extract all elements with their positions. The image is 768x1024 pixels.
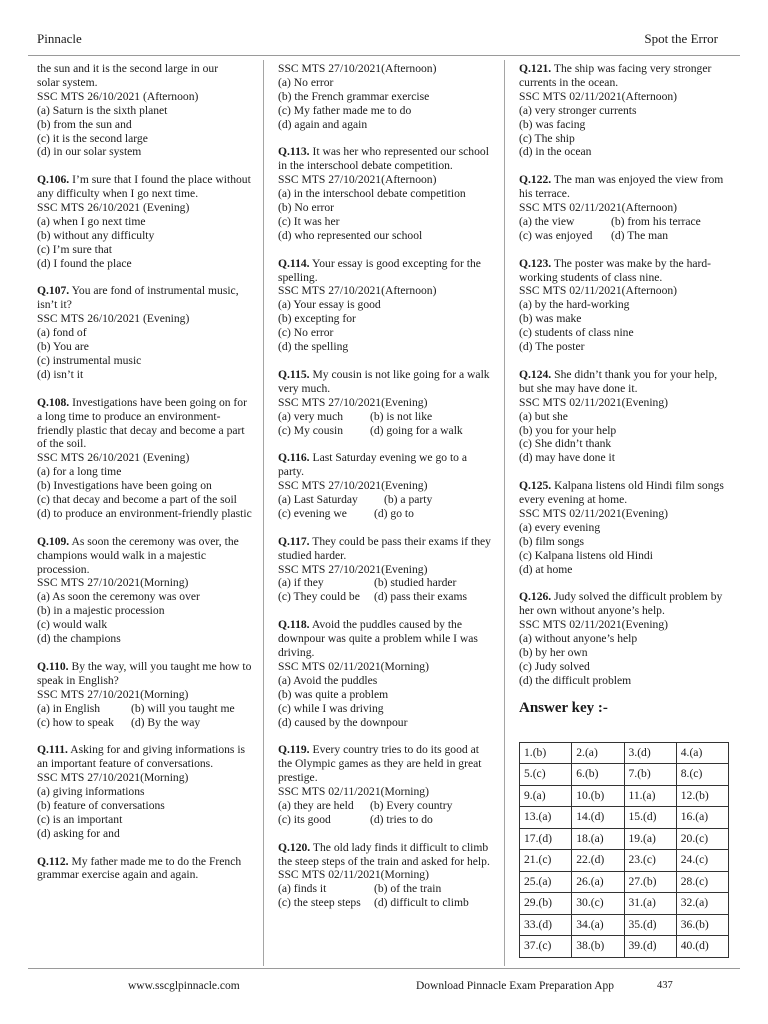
header-section-title: Spot the Error	[644, 31, 718, 46]
answer-key-title: Answer key :-	[519, 699, 608, 716]
option: (c) is an important	[37, 812, 123, 826]
option: (b) from his terrace	[611, 214, 701, 228]
question-text: Asking for and giving informations is an important feature of conversations.	[37, 743, 246, 771]
question-stem	[37, 535, 254, 577]
option: (d) again and again	[278, 117, 368, 131]
question-text: Last Saturday evening we go to a party.	[278, 451, 468, 479]
option: (d) difficult to climb	[374, 896, 469, 910]
option: (a) without anyone’s help	[519, 632, 638, 646]
question-number: Q.120.	[278, 840, 311, 854]
question-105-continuation	[37, 62, 254, 159]
answer-key-row	[520, 850, 729, 872]
question-number: Q.117.	[278, 534, 310, 548]
option: (d) to produce an environment-friendly plastic	[37, 506, 252, 520]
answer-key-row	[520, 893, 729, 915]
answer-key-cell: 23.(c)	[624, 850, 676, 872]
answer-key-cell: 18.(a)	[572, 828, 624, 850]
question-number: Q.108.	[37, 395, 70, 409]
question-119	[278, 743, 493, 826]
question-number: Q.121.	[519, 62, 552, 75]
answer-key-cell: 28.(c)	[676, 871, 728, 893]
question-text: It was her who represented our school in the interschool debate competition.	[278, 145, 489, 173]
exam-source: SSC MTS 27/10/2021(Afternoon)	[278, 284, 437, 298]
question-107	[37, 284, 254, 381]
exam-source: SSC MTS 02/11/2021(Evening)	[519, 506, 669, 520]
option: (c) My father made me to do	[278, 103, 412, 117]
question-110	[37, 660, 254, 730]
answer-key-cell: 2.(a)	[572, 742, 624, 764]
question-stem	[278, 368, 493, 396]
answer-key-cell: 1.(b)	[520, 742, 572, 764]
option: (a) in English	[37, 701, 101, 715]
exam-source: SSC MTS 02/11/2021(Morning)	[278, 785, 429, 799]
option: (a) in the interschool debate competition	[278, 187, 466, 201]
option: (b) was facing	[519, 117, 586, 131]
option: (d) caused by the downpour	[278, 715, 408, 729]
exam-source: SSC MTS 27/10/2021(Morning)	[37, 687, 189, 701]
option: (c) I’m sure that	[37, 242, 113, 256]
answer-key-cell: 10.(b)	[572, 785, 624, 807]
question-number: Q.116.	[278, 451, 310, 465]
answer-key-cell: 30.(c)	[572, 893, 624, 915]
option: (b) of the train	[374, 882, 442, 896]
option: (d) By the way	[131, 715, 201, 729]
exam-source: SSC MTS 26/10/2021 (Evening)	[37, 201, 190, 215]
option: (d) the spelling	[278, 340, 349, 354]
option: (c) evening we	[278, 506, 347, 520]
option: (c) No error	[278, 326, 334, 340]
question-number: Q.106.	[37, 173, 70, 187]
answer-key-cell: 22.(d)	[572, 850, 624, 872]
answer-key-cell: 7.(b)	[624, 764, 676, 786]
question-113	[278, 145, 493, 242]
option: (c) students of class nine	[519, 326, 634, 340]
column-divider	[504, 60, 505, 966]
question-number: Q.107.	[37, 284, 70, 298]
option: (b) Investigations have been going on	[37, 479, 212, 493]
answer-key-cell: 3.(d)	[624, 742, 676, 764]
question-stem	[37, 743, 254, 771]
option: (a) finds it	[278, 882, 327, 896]
question-121	[519, 62, 734, 159]
option: (a) Avoid the puddles	[278, 673, 378, 687]
question-125	[519, 479, 734, 576]
exam-source: SSC MTS 27/10/2021(Evening)	[278, 562, 428, 576]
option: (d) go to	[374, 506, 414, 520]
option-pair	[278, 424, 493, 438]
question-stem	[37, 855, 254, 883]
question-text: As soon the ceremony was over, the champions would walk in a majestic procession.	[37, 534, 239, 576]
question-text: The man was enjoyed the view from his terrace.	[519, 173, 724, 201]
question-text: By the way, will you taught me how to speak in English?	[37, 659, 252, 687]
option: (b) you for your help	[519, 423, 617, 437]
option: (c) was enjoyed	[519, 228, 593, 242]
answer-key-row	[520, 807, 729, 829]
option: (d) going for a walk	[370, 423, 463, 437]
answer-key-cell: 14.(d)	[572, 807, 624, 829]
answer-key-row	[520, 828, 729, 850]
option: (c) My cousin	[278, 423, 344, 437]
option-pair	[278, 590, 493, 604]
option: (a) very much	[278, 409, 344, 423]
option: (b) a party	[384, 493, 433, 507]
option: (a) giving informations	[37, 785, 145, 799]
option: (a) if they	[278, 576, 324, 590]
question-112	[37, 855, 254, 883]
answer-key-cell: 19.(a)	[624, 828, 676, 850]
option: (c) instrumental music	[37, 354, 142, 367]
option-pair	[519, 229, 734, 243]
option: (d) who represented our school	[278, 228, 423, 242]
question-stem	[278, 618, 493, 660]
option: (b) without any difficulty	[37, 228, 155, 242]
question-stem	[37, 284, 254, 312]
option: (b) film songs	[519, 534, 585, 548]
option: (c) it is the second large	[37, 131, 148, 145]
question-stem	[278, 841, 493, 869]
option: (a) the view	[519, 214, 575, 228]
option: (c) that decay and become a part of the soil	[37, 493, 237, 507]
option: (b) was quite a problem	[278, 687, 389, 701]
option: (d) at home	[519, 562, 573, 576]
option: (a) for a long time	[37, 465, 122, 479]
option: (c) while I was driving	[278, 701, 384, 715]
exam-source: SSC MTS 27/10/2021(Morning)	[37, 576, 189, 590]
question-stem	[519, 479, 734, 507]
option-pair	[278, 813, 493, 827]
header-rule	[28, 55, 740, 56]
option: (c) would walk	[37, 618, 108, 632]
answer-key-cell: 24.(c)	[676, 850, 728, 872]
answer-key-cell: 34.(a)	[572, 914, 624, 936]
option: (b) No error	[278, 201, 335, 215]
question-text: The old lady finds it difficult to climb the steep steps of the train and asked for help.	[278, 840, 490, 868]
option: (d) The man	[611, 228, 669, 242]
question-text: They could be pass their exams if they studied harder.	[278, 534, 491, 562]
option: (a) No error	[278, 75, 334, 89]
answer-key-cell: 9.(a)	[520, 785, 572, 807]
option: (d) in the ocean	[519, 145, 592, 159]
question-stem	[278, 743, 493, 785]
option: (d) the difficult problem	[519, 673, 632, 687]
exam-source: SSC MTS 02/11/2021(Afternoon)	[519, 89, 678, 103]
question-120	[278, 841, 493, 911]
answer-key-cell: 37.(c)	[520, 936, 572, 958]
option: (b) was make	[519, 312, 582, 326]
answer-key-cell: 32.(a)	[676, 893, 728, 915]
exam-source: SSC MTS 02/11/2021(Evening)	[519, 395, 669, 409]
option: (b) in a majestic procession	[37, 604, 165, 618]
exam-source: SSC MTS 02/11/2021(Morning)	[278, 868, 429, 882]
option: (c) how to speak	[37, 715, 114, 729]
answer-key-row	[520, 914, 729, 936]
option-pair	[519, 215, 734, 229]
option: (a) very stronger currents	[519, 103, 637, 117]
question-106	[37, 173, 254, 270]
question-text: She didn’t thank you for your help, but she may have done it.	[519, 367, 718, 395]
option: (c) The ship	[519, 131, 575, 145]
question-number: Q.112.	[37, 854, 69, 868]
question-number: Q.123.	[519, 256, 552, 270]
exam-source: SSC MTS 02/11/2021(Evening)	[519, 618, 669, 632]
column-divider	[263, 60, 264, 966]
exam-source: SSC MTS 27/10/2021(Morning)	[37, 771, 189, 785]
answer-key-row	[520, 871, 729, 893]
option: (c) They could be	[278, 590, 360, 604]
answer-key-cell: 4.(a)	[676, 742, 728, 764]
option: (b) will you taught me	[131, 701, 235, 715]
option: (d) tries to do	[370, 812, 433, 826]
stem-line: the sun and it is the second large in our	[37, 62, 219, 75]
question-stem	[278, 451, 493, 479]
exam-source: SSC MTS 27/10/2021(Evening)	[278, 479, 428, 493]
option-pair	[278, 507, 493, 521]
answer-key-cell: 12.(b)	[676, 785, 728, 807]
answer-key-row	[520, 936, 729, 958]
answer-key-cell: 6.(b)	[572, 764, 624, 786]
page-number: 437	[657, 980, 673, 991]
option: (d) The poster	[519, 340, 585, 354]
question-112-continuation	[278, 62, 493, 132]
question-number: Q.125.	[519, 479, 552, 493]
header-brand: Pinnacle	[37, 31, 82, 46]
question-text: Your essay is good excepting for the spelling.	[278, 256, 481, 284]
answer-key-cell: 26.(a)	[572, 871, 624, 893]
option: (c) the steep steps	[278, 896, 361, 910]
question-stem	[37, 396, 254, 452]
question-text: The ship was facing very stronger currents in the ocean.	[519, 62, 712, 89]
option: (c) Kalpana listens old Hindi	[519, 548, 653, 562]
question-124	[519, 368, 734, 465]
question-number: Q.114.	[278, 256, 310, 270]
question-109	[37, 535, 254, 646]
answer-key-cell: 16.(a)	[676, 807, 728, 829]
question-118	[278, 618, 493, 729]
answer-key-cell: 20.(c)	[676, 828, 728, 850]
question-number: Q.118.	[278, 618, 310, 632]
question-text: My father made me to do the French grammar exercise again and again.	[37, 854, 242, 882]
column-3	[519, 62, 734, 958]
option: (c) Judy solved	[519, 659, 590, 673]
question-text: Investigations have been going on for a long time to produce an environment-friendly plastic that decay and become a part of the soil.	[37, 395, 247, 451]
answer-key-table	[519, 742, 729, 958]
question-126	[519, 590, 734, 687]
exam-source: SSC MTS 02/11/2021(Afternoon)	[519, 284, 678, 298]
option: (b) is not like	[370, 409, 433, 423]
option: (d) isn’t it	[37, 367, 84, 381]
answer-key-cell: 11.(a)	[624, 785, 676, 807]
option: (d) may have done it	[519, 451, 615, 465]
option: (b) feature of conversations	[37, 798, 165, 812]
question-117	[278, 535, 493, 605]
option: (c) It was her	[278, 214, 340, 228]
option: (b) studied harder	[374, 576, 457, 590]
option-pair	[278, 493, 493, 507]
exam-source: SSC MTS 26/10/2021 (Afternoon)	[37, 89, 199, 103]
question-111	[37, 743, 254, 840]
question-122	[519, 173, 734, 243]
question-114	[278, 257, 493, 354]
option: (a) but she	[519, 409, 568, 423]
option-pair	[37, 702, 254, 716]
question-text: Avoid the puddles caused by the downpour was quite a problem while I was driving.	[278, 618, 478, 659]
question-text: My cousin is not like going for a walk very much.	[278, 367, 490, 395]
question-stem	[519, 590, 734, 618]
footer-rule	[28, 968, 740, 969]
question-stem	[37, 173, 254, 201]
question-number: Q.126.	[519, 590, 552, 604]
option: (b) the French grammar exercise	[278, 89, 430, 103]
option: (c) She didn’t thank	[519, 437, 612, 451]
option-pair	[278, 410, 493, 424]
footer-app-promo: Download Pinnacle Exam Preparation App	[416, 980, 615, 992]
answer-key-cell: 25.(a)	[520, 871, 572, 893]
exam-source: SSC MTS 26/10/2021 (Evening)	[37, 312, 190, 326]
option: (a) they are held	[278, 798, 354, 812]
option: (b) excepting for	[278, 312, 356, 326]
option-pair	[37, 716, 254, 730]
column-1	[37, 62, 254, 882]
stem-line: solar system.	[37, 75, 98, 89]
option: (d) asking for and	[37, 826, 120, 840]
question-stem	[278, 145, 493, 173]
option: (b) by her own	[519, 645, 588, 659]
question-number: Q.113.	[278, 145, 310, 159]
question-123	[519, 257, 734, 354]
question-number: Q.115.	[278, 367, 310, 381]
option: (a) fond of	[37, 326, 87, 340]
exam-source: SSC MTS 26/10/2021 (Evening)	[37, 451, 190, 465]
question-text: Kalpana listens old Hindi film songs every evening at home.	[519, 479, 724, 507]
option-pair	[278, 896, 493, 910]
answer-key-cell: 38.(b)	[572, 936, 624, 958]
exam-source: SSC MTS 27/10/2021(Afternoon)	[278, 62, 437, 75]
answer-key-cell: 36.(b)	[676, 914, 728, 936]
question-stem	[519, 257, 734, 285]
option: (a) Saturn is the sixth planet	[37, 103, 168, 117]
answer-key-cell: 40.(d)	[676, 936, 728, 958]
option: (b) Every country	[370, 798, 453, 812]
question-stem	[278, 535, 493, 563]
question-stem	[519, 368, 734, 396]
option: (a) every evening	[519, 520, 601, 534]
option: (b) You are	[37, 340, 89, 354]
question-text: I’m sure that I found the place without any difficulty when I go next time.	[37, 173, 251, 201]
question-115	[278, 368, 493, 438]
question-stem	[37, 660, 254, 688]
question-number: Q.110.	[37, 659, 69, 673]
option-pair	[278, 799, 493, 813]
exam-source: SSC MTS 02/11/2021(Afternoon)	[519, 201, 678, 215]
option: (a) Your essay is good	[278, 298, 381, 312]
option: (d) pass their exams	[374, 590, 468, 604]
option: (c) its good	[278, 812, 331, 826]
question-116	[278, 451, 493, 521]
question-stem	[519, 173, 734, 201]
option: (a) As soon the ceremony was over	[37, 590, 200, 604]
option-pair	[278, 576, 493, 590]
option: (a) when I go next time	[37, 214, 146, 228]
exam-source: SSC MTS 02/11/2021(Morning)	[278, 659, 429, 673]
answer-key-cell: 35.(d)	[624, 914, 676, 936]
answer-key-cell: 15.(d)	[624, 807, 676, 829]
question-text: You are fond of instrumental music, isn’t it?	[37, 284, 239, 312]
question-number: Q.111.	[37, 743, 68, 757]
answer-key-cell: 39.(d)	[624, 936, 676, 958]
option: (d) the champions	[37, 632, 121, 646]
option-pair	[278, 882, 493, 896]
option: (d) I found the place	[37, 256, 132, 270]
question-stem	[519, 62, 734, 90]
question-number: Q.122.	[519, 173, 552, 187]
option: (a) Last Saturday	[278, 493, 358, 507]
answer-key-cell: 17.(d)	[520, 828, 572, 850]
question-text: The poster was make by the hard-working students of class nine.	[519, 256, 712, 284]
answer-key-cell: 5.(c)	[520, 764, 572, 786]
option: (d) in our solar system	[37, 145, 142, 159]
answer-key-cell: 8.(c)	[676, 764, 728, 786]
option: (b) from the sun and	[37, 117, 132, 131]
answer-key-cell: 27.(b)	[624, 871, 676, 893]
column-2	[278, 62, 493, 910]
answer-key-row	[520, 742, 729, 764]
option: (a) by the hard-working	[519, 298, 630, 312]
answer-key-cell: 31.(a)	[624, 893, 676, 915]
footer-website[interactable]: www.sscglpinnacle.com	[128, 980, 240, 992]
question-number: Q.124.	[519, 367, 552, 381]
answer-key-cell: 21.(c)	[520, 850, 572, 872]
question-text: Judy solved the difficult problem by her own without anyone’s help.	[519, 590, 723, 618]
question-number: Q.119.	[278, 743, 310, 757]
question-stem	[278, 257, 493, 285]
exam-source: SSC MTS 27/10/2021(Afternoon)	[278, 173, 437, 187]
answer-key-cell: 13.(a)	[520, 807, 572, 829]
exam-source: SSC MTS 27/10/2021(Evening)	[278, 395, 428, 409]
question-text: Every country tries to do its good at the Olympic games as they are held in great prestige.	[278, 743, 482, 785]
page-header	[37, 31, 718, 51]
answer-key-cell: 33.(d)	[520, 914, 572, 936]
question-108	[37, 396, 254, 521]
question-number: Q.109.	[37, 534, 70, 548]
answer-key-cell: 29.(b)	[520, 893, 572, 915]
answer-key-row	[520, 785, 729, 807]
answer-key-row	[520, 764, 729, 786]
